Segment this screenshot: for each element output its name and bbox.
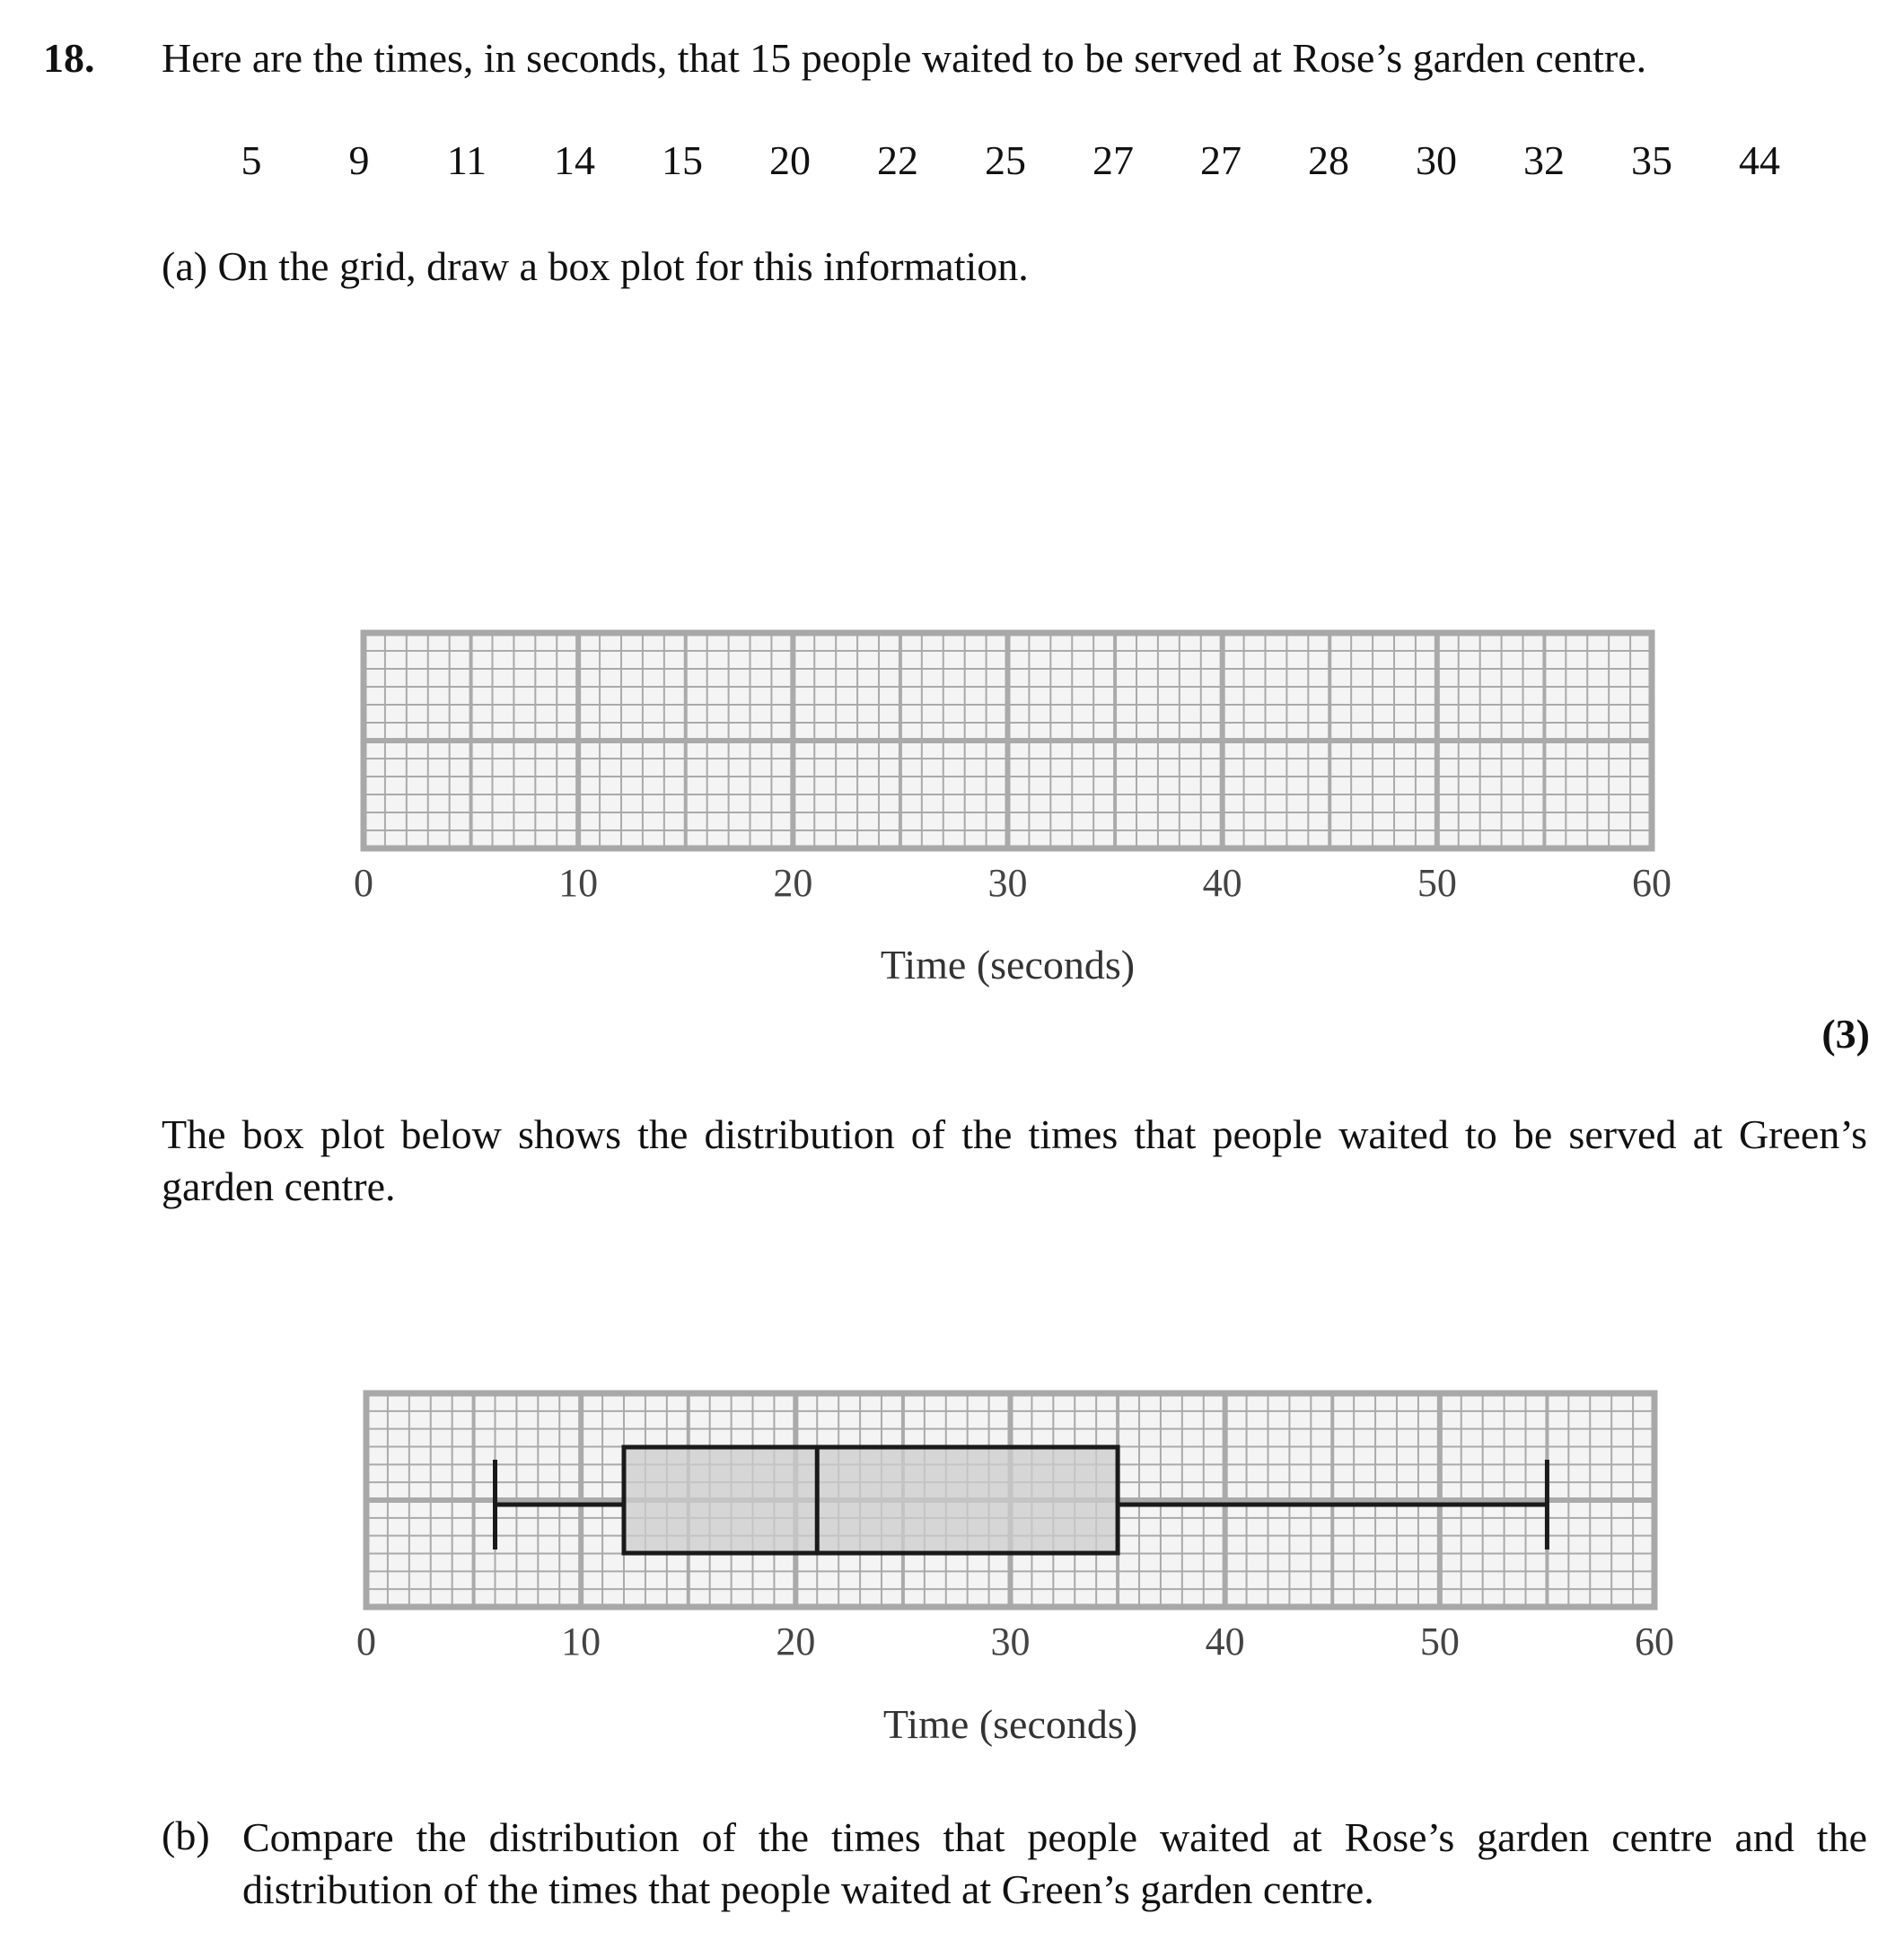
x-tick-label: 20 bbox=[776, 1620, 816, 1663]
x-tick-label: 30 bbox=[990, 1620, 1031, 1663]
data-value: 9 bbox=[348, 137, 370, 183]
x-tick-label: 10 bbox=[561, 1620, 601, 1663]
question-intro: Here are the times, in seconds, that 15 people waited to be served at Rose’s garden centre. bbox=[162, 35, 1647, 81]
data-value: 27 bbox=[1200, 137, 1242, 183]
data-value: 35 bbox=[1631, 137, 1672, 183]
x-tick-label: 60 bbox=[1635, 1620, 1674, 1663]
data-value: 30 bbox=[1416, 137, 1457, 183]
data-value: 25 bbox=[985, 137, 1026, 183]
x-tick-label: 40 bbox=[1205, 1620, 1245, 1663]
question-number: 18. bbox=[43, 35, 95, 81]
part-a-text: (a) On the grid, draw a box plot for this information. bbox=[162, 243, 1029, 289]
data-value: 27 bbox=[1092, 137, 1134, 183]
x-tick-label: 50 bbox=[1419, 1620, 1460, 1663]
data-value: 44 bbox=[1739, 137, 1780, 183]
data-value: 22 bbox=[877, 137, 918, 183]
data-value: 20 bbox=[769, 137, 811, 183]
data-value: 32 bbox=[1523, 137, 1565, 183]
green-intro-text: The box plot below shows the distribution of the times that people waited to be served at Green’s garden centre. bbox=[162, 1111, 1867, 1209]
marks-a: (3) bbox=[1821, 1011, 1870, 1057]
data-value: 14 bbox=[554, 137, 595, 183]
data-value: 11 bbox=[446, 137, 487, 183]
data-value: 5 bbox=[241, 137, 262, 183]
part-b-text: Compare the distribution of the times that people waited at Rose’s garden centre and the distribution of the times that people waited at Green’s garden centre. bbox=[242, 1814, 1867, 1912]
x-tick-label: 10 bbox=[558, 861, 599, 905]
part-b-label: (b) bbox=[162, 1813, 210, 1858]
x-tick-label: 0 bbox=[354, 861, 373, 905]
x-tick-label: 50 bbox=[1417, 861, 1457, 905]
x-tick-label: 60 bbox=[1632, 861, 1671, 905]
data-value: 28 bbox=[1308, 137, 1349, 183]
x-tick-label: 20 bbox=[773, 861, 813, 905]
x-axis-label: Time (seconds) bbox=[880, 942, 1136, 988]
x-tick-label: 0 bbox=[356, 1620, 376, 1663]
data-value: 15 bbox=[662, 137, 703, 183]
x-axis-label: Time (seconds) bbox=[882, 1701, 1138, 1747]
x-tick-label: 30 bbox=[987, 861, 1028, 905]
x-tick-label: 40 bbox=[1202, 861, 1242, 905]
box-q1-q3 bbox=[624, 1447, 1118, 1553]
